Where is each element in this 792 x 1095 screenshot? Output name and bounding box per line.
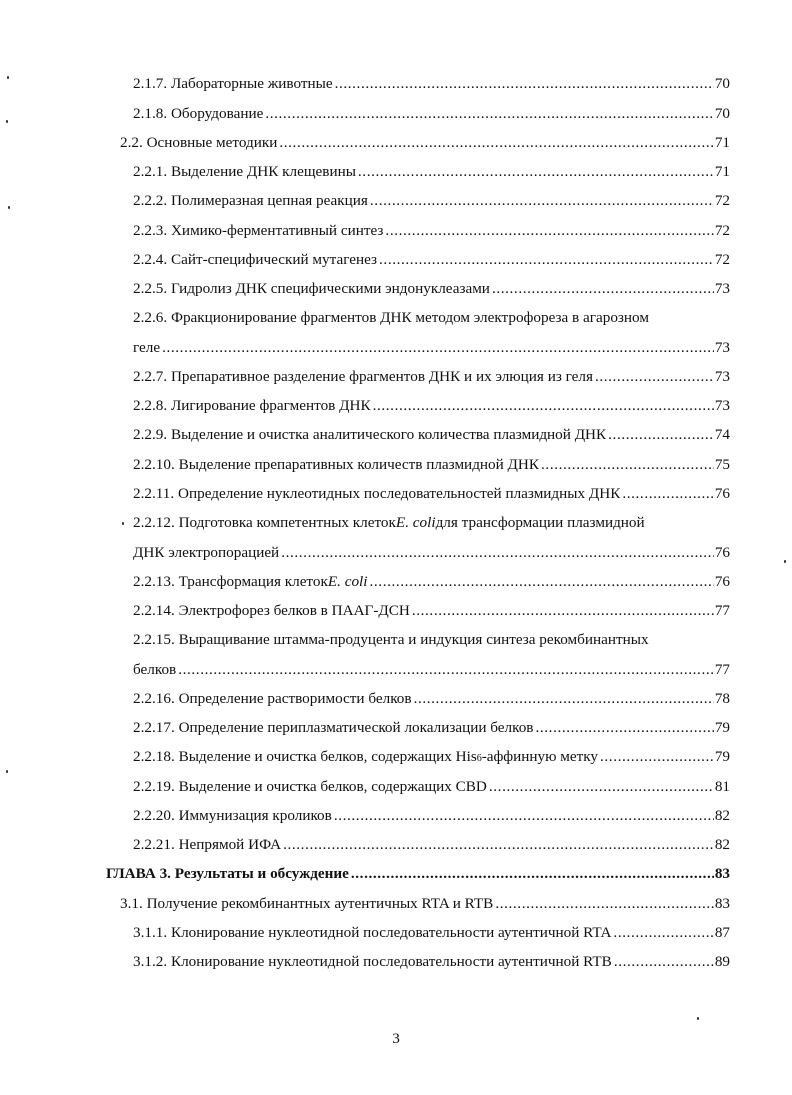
toc-entry-title: 2.2.6. Фракционирование фрагментов ДНК методом электрофореза в агарозном [133, 309, 649, 326]
toc-page-number: 83 [714, 865, 730, 882]
toc-entry-title-start: 2.2.13. Трансформация клеток [133, 573, 328, 590]
toc-page-number: 72 [714, 222, 730, 239]
toc-chapter-title: ГЛАВА 3. Результаты и обсуждение [106, 865, 349, 882]
toc-entry-2-2-5 [133, 276, 730, 302]
scan-speck [784, 560, 786, 563]
scan-speck [122, 522, 124, 525]
toc-entry-3-1 [120, 891, 730, 917]
dot-leader [370, 188, 714, 214]
organism-name: E. coli [327, 573, 368, 590]
dot-leader [335, 71, 714, 97]
toc-entry-title: 2.2.4. Сайт-специфический мутагенез [133, 251, 378, 268]
toc-page-number: 72 [714, 192, 730, 209]
toc-entry-title-start: 2.2.12. Подготовка компетентных клеток [133, 514, 396, 531]
toc-page-number: 73 [714, 339, 730, 356]
dot-leader [162, 335, 714, 361]
toc-page-number: 82 [714, 807, 730, 824]
toc-entry-title: 2.2.9. Выделение и очистка аналитического количества плазмидной ДНК [133, 426, 607, 443]
toc-entry-continuation: ДНК электропорацией [133, 544, 280, 561]
toc-page-number: 70 [714, 105, 730, 122]
toc-entry-2-2-13 [133, 569, 730, 595]
toc-page-number: 71 [714, 163, 730, 180]
page-number: 3 [392, 1030, 400, 1047]
dot-leader [373, 393, 714, 419]
dot-leader [265, 101, 713, 127]
scan-speck [8, 206, 10, 209]
toc-page-number: 73 [714, 368, 730, 385]
dot-leader [370, 569, 714, 595]
toc-entry-title: 2.2.20. Иммунизация кроликов [133, 807, 332, 824]
toc-entry-2-2-1 [133, 159, 730, 185]
toc-entry-2-2-20 [133, 803, 730, 829]
toc-entry-2-2-15-cont [133, 657, 730, 683]
toc-entry-title: 3.1.2. Клонирование нуклеотидной последовательности аутентичной RTB [133, 953, 612, 970]
dot-leader [283, 832, 714, 858]
toc-page-number: 79 [714, 719, 730, 736]
toc-entry-2-2-8 [133, 393, 730, 419]
toc-entry-2-2-17 [133, 715, 730, 741]
toc-entry-continuation: геле [133, 339, 161, 356]
toc-entry-2-2-10 [133, 452, 730, 478]
toc-page-number: 77 [714, 661, 730, 678]
toc-entry-2-2-6-cont [133, 335, 730, 361]
dot-leader [535, 715, 713, 741]
toc-entry-title: 2.2. Основные методики [120, 134, 278, 151]
toc-page-number: 74 [714, 426, 730, 443]
organism-name: E. coli [395, 514, 436, 531]
toc-entry-2-2-15 [133, 627, 728, 653]
dot-leader [358, 159, 714, 185]
toc-entry-title: 2.2.14. Электрофорез белков в ПААГ-ДСН [133, 602, 410, 619]
toc-entry-2-2-3 [133, 218, 730, 244]
toc-entry-title-end: -аффинную метку [481, 748, 599, 765]
toc-page-number: 81 [714, 778, 730, 795]
toc-entry-2-2-19 [133, 774, 730, 800]
toc-page-number: 73 [714, 397, 730, 414]
toc-page-number: 72 [714, 251, 730, 268]
scan-speck [6, 770, 8, 773]
toc-page-number: 71 [714, 134, 730, 151]
toc-entry-2-2-18: 2.2.18. Выделение и очистка белков, содержащих His 6 -аффинную метку ..... 79 [133, 744, 730, 770]
toc-entry-title: 2.2.21. Непрямой ИФА [133, 836, 282, 853]
toc-entry-2-2-16 [133, 686, 730, 712]
toc-entry-2-1-8 [133, 101, 730, 127]
toc-entry-title: 2.2.10. Выделение препаративных количеств плазмидной ДНК [133, 456, 540, 473]
toc-entry-3-1-2 [133, 949, 730, 975]
toc-entry-2-2-21 [133, 832, 730, 858]
dot-leader [489, 774, 714, 800]
dot-leader [541, 452, 714, 478]
toc-page-number: 79 [714, 748, 730, 765]
dot-leader [600, 744, 714, 770]
scan-speck [6, 120, 8, 123]
dot-leader [412, 598, 714, 624]
toc-entry-title: 2.1.8. Оборудование [133, 105, 264, 122]
toc-page-number: 82 [714, 836, 730, 853]
toc-entry-2-2-14 [133, 598, 730, 624]
dot-leader [279, 130, 713, 156]
scan-speck [7, 76, 9, 79]
toc-page-number: 78 [714, 690, 730, 707]
toc-page-number: 70 [714, 75, 730, 92]
toc-entry-title: 3.1.1. Клонирование нуклеотидной последовательности аутентичной RTA [133, 924, 612, 941]
toc-page-number: 83 [714, 895, 730, 912]
dot-leader [379, 247, 714, 273]
toc-entry-title: 2.2.15. Выращивание штамма-продуцента и индукция синтеза рекомбинантных [133, 631, 649, 648]
toc-entry-2-2-7 [133, 364, 730, 390]
toc-entry-title: 2.2.2. Полимеразная цепная реакция [133, 192, 368, 209]
toc-entry-3-1-1 [133, 920, 730, 946]
scan-speck [697, 1017, 699, 1020]
toc-entry-2-2-9 [133, 422, 730, 448]
toc-page-number: 89 [714, 953, 730, 970]
toc-page-number: 76 [714, 544, 730, 561]
toc-entry-title: 2.2.3. Химико-ферментативный синтез [133, 222, 384, 239]
toc-entry-2-2 [120, 130, 730, 156]
toc-page-number: 75 [714, 456, 730, 473]
toc-entry-title: 2.2.8. Лигирование фрагментов ДНК [133, 397, 371, 414]
toc-entry-title: 2.2.5. Гидролиз ДНК специфическими эндонуклеазами [133, 280, 490, 297]
toc-page-number: 76 [714, 485, 730, 502]
dot-leader [351, 861, 714, 887]
toc-entry-title: 2.2.7. Препаративное разделение фрагментов ДНК и их элюция из геля [133, 368, 593, 385]
dot-leader [608, 422, 714, 448]
toc-entry-title: 2.2.11. Определение нуклеотидных последовательностей плазмидных ДНК [133, 485, 621, 502]
toc-entry-2-2-2 [133, 188, 730, 214]
toc-page-number: 87 [714, 924, 730, 941]
toc-entry-title: 2.2.17. Определение периплазматической локализации белков [133, 719, 534, 736]
toc-entry-2-1-7 [133, 71, 730, 97]
toc-entry-title: 2.2.1. Выделение ДНК клещевины [133, 163, 356, 180]
toc-page-number: 77 [714, 602, 730, 619]
toc-entry-title: 2.1.7. Лабораторные животные [133, 75, 333, 92]
dot-leader [385, 218, 713, 244]
dot-leader [492, 276, 714, 302]
toc-entry-2-2-11 [133, 481, 730, 507]
toc-page-number: 73 [714, 280, 730, 297]
toc-entry-2-2-6 [133, 305, 728, 331]
toc-entry-title-start: 2.2.18. Выделение и очистка белков, содержащих His [133, 748, 477, 765]
toc-page-number: 76 [714, 573, 730, 590]
dot-leader [622, 481, 713, 507]
toc-chapter-3 [106, 861, 730, 887]
dot-leader [595, 364, 714, 390]
toc-entry-continuation: белков [133, 661, 177, 678]
toc-entry-2-2-4 [133, 247, 730, 273]
toc-entry-title: 3.1. Получение рекомбинантных аутентичных RTA и RTB [120, 895, 494, 912]
toc-entry-title: 2.2.16. Определение растворимости белков [133, 690, 412, 707]
dot-leader [495, 891, 714, 917]
dot-leader [281, 540, 714, 566]
toc-entry-2-2-12 [133, 510, 728, 536]
dot-leader [614, 949, 714, 975]
dot-leader [178, 657, 714, 683]
toc-entry-title: 2.2.19. Выделение и очистка белков, содержащих CBD [133, 778, 487, 795]
toc-entry-title-end: для трансформации плазмидной [435, 514, 645, 531]
toc-entry-2-2-12-cont [133, 540, 730, 566]
dot-leader [334, 803, 714, 829]
dot-leader [613, 920, 713, 946]
dot-leader [414, 686, 714, 712]
